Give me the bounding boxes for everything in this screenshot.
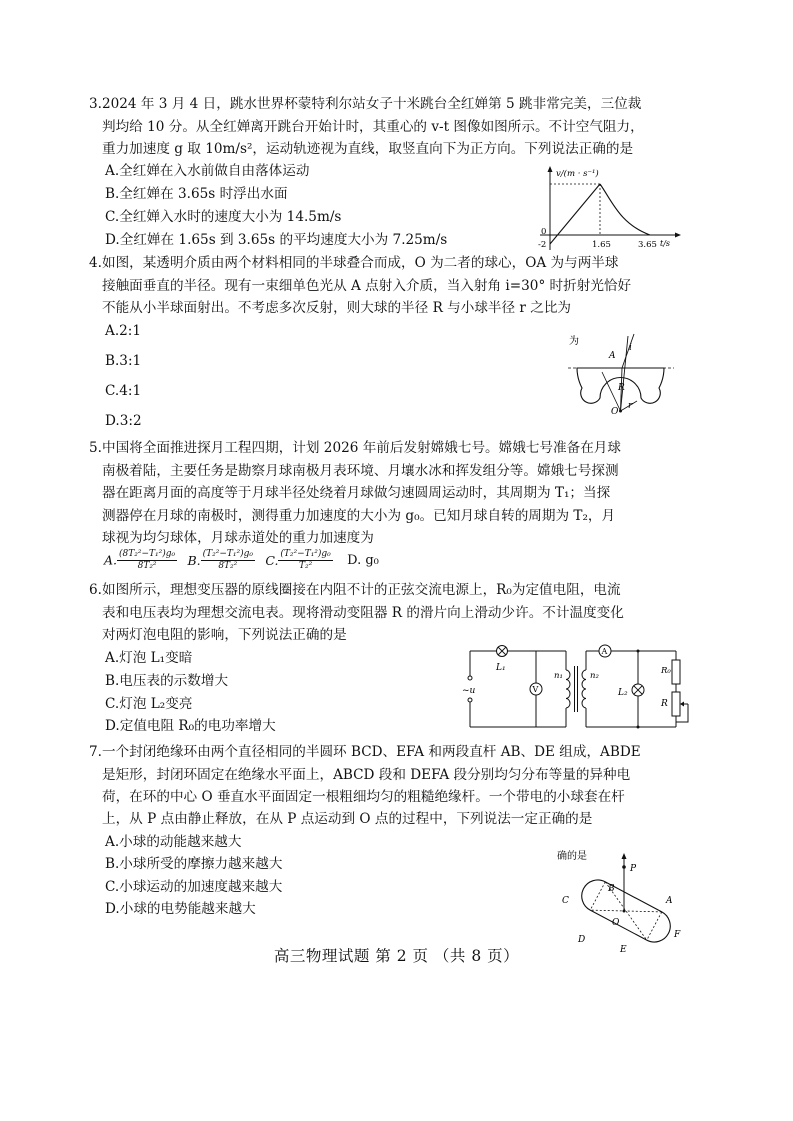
q3-vt-graph bbox=[532, 166, 682, 252]
q5-stem-line-4: 测器停在月球的南极时，测得重力加速度的大小为 g₀。已知月球自转的周期为 T₂，月 bbox=[102, 508, 616, 524]
label-e: E bbox=[620, 945, 627, 955]
q4-figure-stray-text: 为 bbox=[569, 336, 579, 347]
q5-stem-line-1: 5.中国将全面推进探月工程四期，计划 2026 年前后发射嫦娥七号。嫦娥七号准备在月球 bbox=[89, 440, 621, 456]
q5-option-b-denominator: 8T₂² bbox=[218, 561, 238, 571]
rod-arrow-icon bbox=[622, 853, 627, 859]
q5-option-c-fraction bbox=[278, 549, 332, 572]
q3-stem-line-2: 判均给 10 分。从全红婵离开跳台开始计时，其重心的 v-t 图像如图所示。不计空气阻力， bbox=[102, 119, 644, 135]
q7-stem-line-3: 荷，在环的中心 O 垂直水平面固定一根粗细均匀的粗糙绝缘杆。一个带电的小球套在杆 bbox=[102, 789, 625, 805]
source-terminal-bottom bbox=[468, 698, 472, 702]
label-d: D bbox=[578, 935, 586, 945]
label-big-r: R bbox=[618, 383, 625, 393]
q6-option-a: A.灯泡 L₁变暗 bbox=[105, 650, 193, 666]
q4-hemisphere-figure bbox=[562, 328, 678, 432]
lamp-l2-label: L₂ bbox=[618, 688, 628, 698]
q4-option-b: B.3:1 bbox=[105, 353, 142, 369]
r-label: R bbox=[661, 699, 668, 709]
label-a: A bbox=[666, 896, 673, 906]
q5-option-a-label: A. bbox=[104, 552, 118, 568]
q5-stem-line-3: 器在距离月面的高度等于月球半径处绕着月球做匀速圆周运动时，其周期为 T₁；当探 bbox=[102, 485, 611, 501]
neg-tick-label: -2 bbox=[538, 240, 547, 250]
q7-option-d: D.小球的电势能越来越大 bbox=[105, 901, 256, 917]
label-p: P bbox=[630, 864, 637, 874]
q6-stem-line-2: 表和电压表均为理想交流电表。现将滑动变阻器 R 的滑片向上滑动少许。不计温度变化 bbox=[102, 605, 624, 621]
q6-stem-line-3: 对两灯泡电阻的影响，下列说法正确的是 bbox=[102, 627, 347, 643]
slider-arrow-icon bbox=[680, 702, 684, 707]
q7-stem-line-4: 上，从 P 点由静止释放，在从 P 点运动到 O 点的过程中，下列说法一定正确的是 bbox=[102, 811, 593, 827]
q3-option-b: B.全红婵在 3.65s 时浮出水面 bbox=[105, 186, 288, 202]
r0-label: R₀ bbox=[661, 666, 671, 676]
secondary-coil bbox=[582, 670, 586, 708]
q5-option-b-numerator: (T₂²−T₁²)g₀ bbox=[202, 549, 253, 559]
q4-stem-line-2: 接触面垂直的半径。现有一束细单色光从 A 点射入介质，当入射角 i=30° 时折射光恰好 bbox=[102, 278, 632, 294]
q7-option-b: B.小球所受的摩擦力越来越大 bbox=[105, 856, 283, 872]
q6-stem-line-1: 6.如图所示，理想变压器的原线圈接在内阻不计的正弦交流电源上，R₀为定值电阻，电流 bbox=[89, 582, 621, 598]
point-p bbox=[622, 865, 626, 869]
q7-figure-stray-text: 确的是 bbox=[557, 851, 587, 862]
q6-circuit-diagram bbox=[458, 640, 694, 732]
dashed-ae bbox=[647, 912, 662, 940]
ammeter-label: A bbox=[601, 647, 608, 656]
label-a: A bbox=[609, 351, 616, 361]
q4-option-c: C.4:1 bbox=[105, 383, 142, 399]
center-point-o bbox=[619, 410, 622, 413]
voltmeter-label: V bbox=[532, 685, 539, 694]
q3-option-a: A.全红婵在入水前做自由落体运动 bbox=[105, 163, 310, 179]
t-axis-label: t/s bbox=[660, 239, 671, 248]
q5-option-c-denominator: T₂² bbox=[299, 561, 313, 571]
q3-option-d: D.全红婵在 1.65s 到 3.65s 的平均速度大小为 7.25m/s bbox=[105, 232, 448, 248]
label-c: C bbox=[562, 896, 569, 906]
q7-option-a: A.小球的动能越来越大 bbox=[105, 834, 242, 850]
label-small-r: r bbox=[628, 401, 633, 411]
q5-option-b-label: B. bbox=[187, 552, 201, 568]
lamp-l1-label: L₁ bbox=[496, 663, 506, 673]
q4-stem-line-3: 不能从小半球面射出。不考虑多次反射，则大球的半径 R 与小球半径 r 之比为 bbox=[102, 300, 572, 316]
primary-coil bbox=[566, 670, 570, 708]
label-i: i bbox=[629, 343, 632, 353]
q5-option-a-fraction bbox=[117, 549, 177, 572]
q6-option-b: B.电压表的示数增大 bbox=[105, 673, 229, 689]
q7-option-c: C.小球运动的加速度越来越大 bbox=[105, 879, 283, 895]
v-curve-decay bbox=[600, 184, 650, 235]
q5-stem-line-2: 南极着陆，主要任务是勘察月球南极月表环境、月壤水冰和挥发组分等。嫦娥七号探测 bbox=[102, 463, 619, 479]
resistor-r0 bbox=[672, 660, 680, 684]
v-axis-arrow-icon bbox=[548, 166, 553, 172]
source-terminal-top bbox=[468, 676, 472, 680]
dashed-bd bbox=[590, 882, 605, 910]
n2-label: n₂ bbox=[590, 671, 599, 681]
q5-options-row bbox=[104, 547, 379, 574]
q3-option-c: C.全红婵入水时的速度大小为 14.5m/s bbox=[105, 209, 342, 225]
q3-stem-line-3: 重力加速度 g 取 10m/s²，运动轨迹视为直线，取竖直向下为正方向。下列说法正确的是 bbox=[102, 141, 634, 157]
label-o: O bbox=[611, 407, 619, 417]
q5-option-b-fraction bbox=[201, 549, 255, 572]
q7-stem-line-1: 7.一个封闭绝缘环由两个直径相同的半圆环 BCD、EFA 和两段直杆 AB、DE 组成，ABDE bbox=[89, 744, 641, 760]
t-axis-arrow-icon bbox=[675, 233, 681, 238]
origin-label: 0 bbox=[541, 227, 547, 237]
source-label: ~u bbox=[462, 686, 476, 696]
q4-option-d: D.3:2 bbox=[105, 413, 142, 429]
q5-option-a-denominator: 8T₂² bbox=[137, 561, 157, 571]
q6-option-d: D.定值电阻 R₀的电功率增大 bbox=[105, 718, 276, 734]
q7-stem-line-2: 是矩形，封闭环固定在绝缘水平面上，ABCD 段和 DEFA 段分别均匀分布等量的异种电 bbox=[102, 767, 631, 783]
q4-option-a: A.2:1 bbox=[105, 323, 142, 339]
center-point-o bbox=[623, 910, 626, 913]
q5-option-a-numerator: (8T₂²−T₁²)g₀ bbox=[119, 549, 176, 559]
label-b: B bbox=[608, 884, 615, 894]
n1-label: n₁ bbox=[554, 671, 563, 681]
q7-ring-figure bbox=[548, 845, 690, 957]
q5-option-c-label: C. bbox=[265, 552, 279, 568]
label-f: F bbox=[674, 930, 681, 940]
insulating-ring bbox=[576, 874, 676, 947]
q5-option-c-numerator: (T₂²−T₁²)g₀ bbox=[280, 549, 331, 559]
page-footer: 高三物理试题 第 2 页 （共 8 页） bbox=[273, 947, 520, 965]
q5-stem-line-5: 球视为均匀球体，月球赤道处的重力加速度为 bbox=[102, 530, 374, 546]
t1-label: 1.65 bbox=[592, 240, 611, 250]
t2-label: 3.65 bbox=[638, 240, 657, 250]
v-axis-label: v/(m · s⁻¹) bbox=[556, 169, 599, 179]
label-o: O bbox=[612, 918, 620, 928]
q4-stem-line-1: 4.如图，某透明介质由两个材料相同的半球叠合而成，O 为二者的球心，OA 为与两半球 bbox=[89, 255, 619, 271]
rheostat-r bbox=[672, 692, 680, 716]
q5-option-d: D. g₀ bbox=[347, 552, 379, 568]
q6-option-c: C.灯泡 L₂变亮 bbox=[105, 696, 193, 712]
q3-stem-line-1: 3.2024 年 3 月 4 日，跳水世界杯蒙特利尔站女子十米跳台全红婵第 5 跳非常完美，三位裁 bbox=[89, 96, 642, 112]
